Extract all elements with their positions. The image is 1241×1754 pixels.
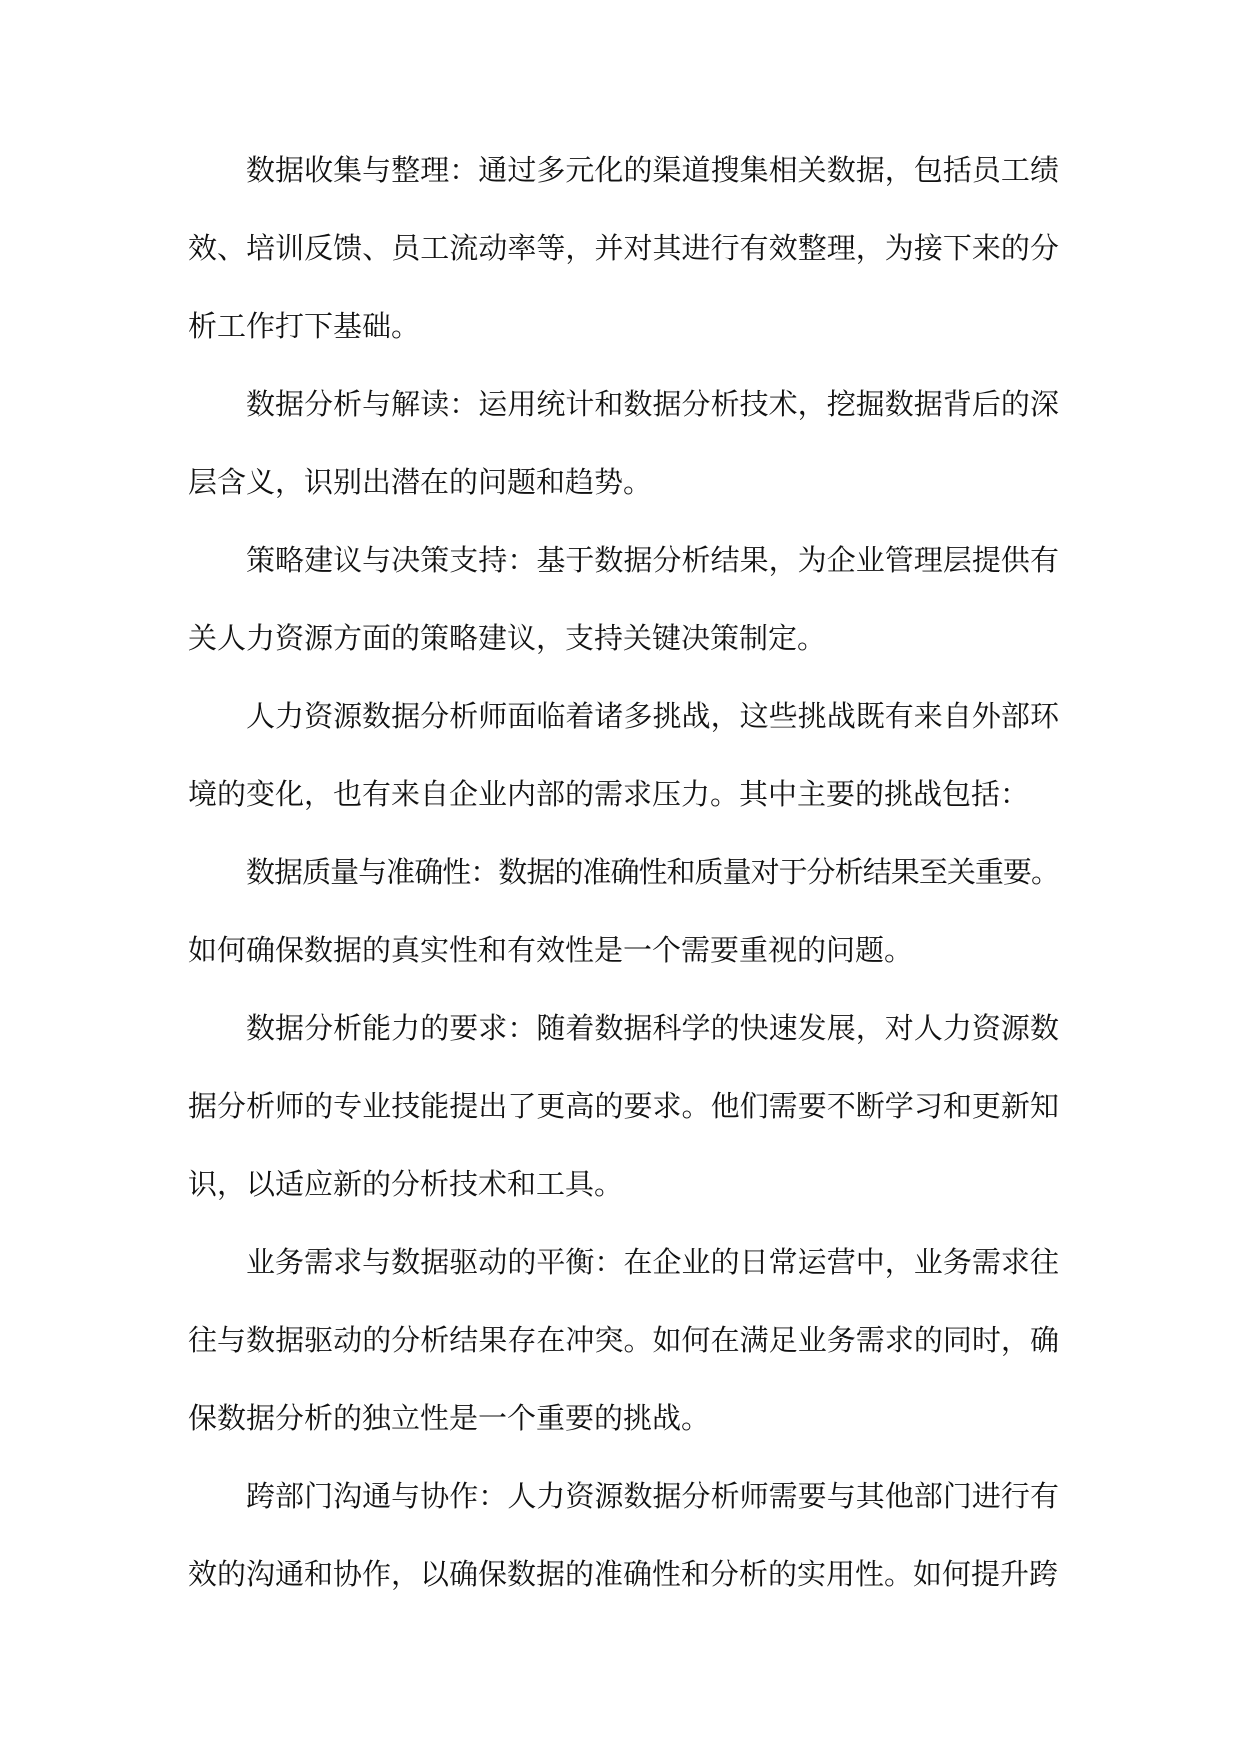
paragraph-7-line-3 <box>0 1396 1241 1440</box>
line-text: 保数据分析的独立性是一个重要的挑战。 <box>188 1401 711 1435</box>
paragraph-8-line-2 <box>0 1552 1241 1596</box>
line-text: 人力资源数据分析师面临着诸多挑战，这些挑战既有来自外部环 <box>246 699 1059 733</box>
paragraph-8-line-1 <box>0 1474 1241 1518</box>
line-text: 数据收集与整理：通过多元化的渠道搜集相关数据，包括员工绩 <box>246 153 1059 187</box>
paragraph-5-line-2 <box>0 928 1241 972</box>
paragraph-1-line-2 <box>0 226 1241 270</box>
line-text: 数据分析与解读：运用统计和数据分析技术，挖掘数据背后的深 <box>246 387 1059 421</box>
line-text: 往与数据驱动的分析结果存在冲突。如何在满足业务需求的同时，确 <box>188 1323 1059 1357</box>
paragraph-3-line-2 <box>0 616 1241 660</box>
paragraph-6-line-1 <box>0 1006 1241 1050</box>
paragraph-7-line-1 <box>0 1240 1241 1284</box>
paragraph-4-line-1 <box>0 694 1241 738</box>
line-text: 如何确保数据的真实性和有效性是一个需要重视的问题。 <box>188 933 914 967</box>
line-text: 识，以适应新的分析技术和工具。 <box>188 1167 624 1201</box>
line-text: 效、培训反馈、员工流动率等，并对其进行有效整理，为接下来的分 <box>188 231 1059 265</box>
line-text: 析工作打下基础。 <box>188 309 421 343</box>
line-text: 效的沟通和协作，以确保数据的准确性和分析的实用性。如何提升跨 <box>188 1557 1059 1591</box>
line-text: 数据质量与准确性：数据的准确性和质量对于分析结果至关重要。 <box>246 855 1059 889</box>
paragraph-7-line-2 <box>0 1318 1241 1362</box>
paragraph-2-line-2 <box>0 460 1241 504</box>
line-text: 关人力资源方面的策略建议，支持关键决策制定。 <box>188 621 827 655</box>
paragraph-3-line-1 <box>0 538 1241 582</box>
paragraph-6-line-3 <box>0 1162 1241 1206</box>
line-text: 数据分析能力的要求：随着数据科学的快速发展，对人力资源数 <box>246 1011 1059 1045</box>
paragraph-1-line-3 <box>0 304 1241 348</box>
line-text: 策略建议与决策支持：基于数据分析结果，为企业管理层提供有 <box>246 543 1059 577</box>
line-text: 跨部门沟通与协作：人力资源数据分析师需要与其他部门进行有 <box>246 1479 1059 1513</box>
paragraph-1-line-1 <box>0 148 1241 192</box>
line-text: 境的变化，也有来自企业内部的需求压力。其中主要的挑战包括： <box>188 777 1030 811</box>
paragraph-2-line-1 <box>0 382 1241 426</box>
paragraph-4-line-2 <box>0 772 1241 816</box>
line-text: 层含义，识别出潜在的问题和趋势。 <box>188 465 653 499</box>
paragraph-5-line-1 <box>0 850 1241 894</box>
paragraph-6-line-2 <box>0 1084 1241 1128</box>
line-text: 业务需求与数据驱动的平衡：在企业的日常运营中，业务需求往 <box>246 1245 1059 1279</box>
line-text: 据分析师的专业技能提出了更高的要求。他们需要不断学习和更新知 <box>188 1089 1059 1123</box>
